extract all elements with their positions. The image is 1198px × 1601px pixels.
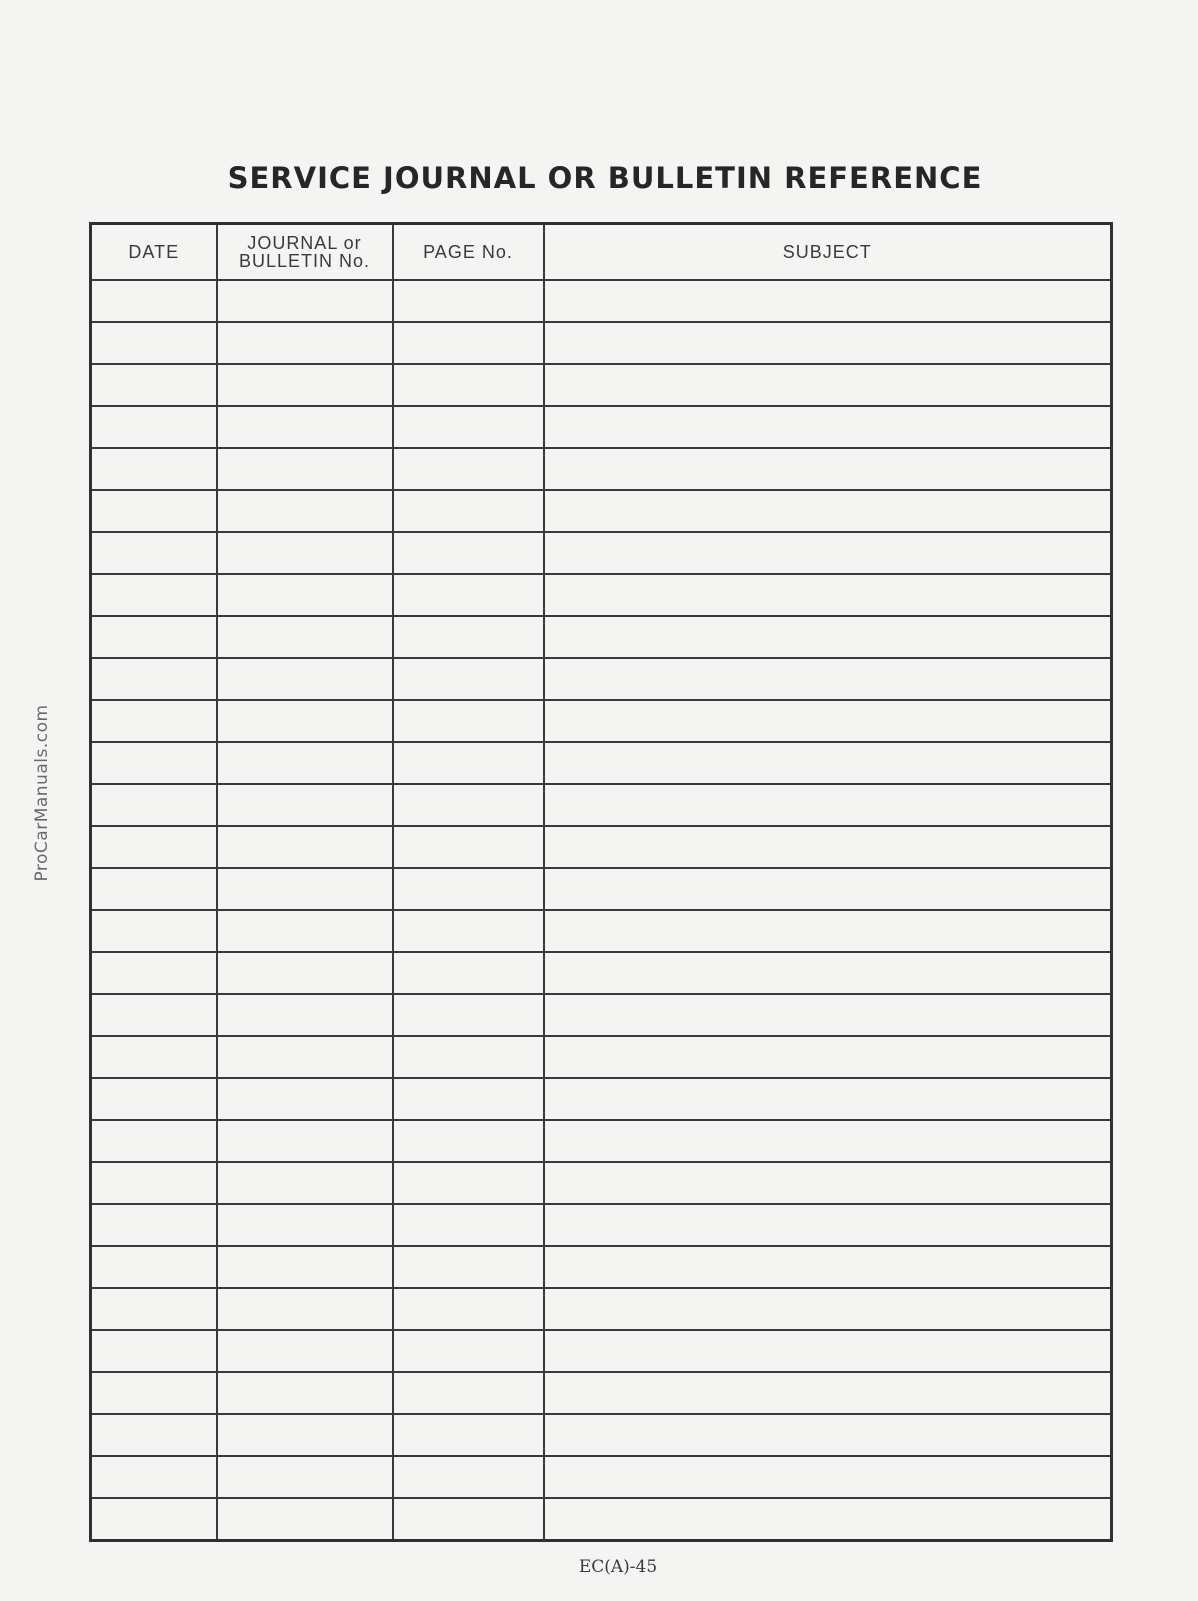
- subject-cell: [544, 658, 1112, 700]
- column-header-page: [393, 224, 544, 281]
- page-cell: [393, 868, 544, 910]
- subject-cell: [544, 700, 1112, 742]
- journal-cell: [217, 1246, 393, 1288]
- date-cell: [91, 1330, 217, 1372]
- date-cell: [91, 448, 217, 490]
- subject-cell: [544, 1078, 1112, 1120]
- subject-cell: [544, 448, 1112, 490]
- table-header-row: [91, 224, 1112, 281]
- journal-cell: [217, 1330, 393, 1372]
- page-cell: [393, 1456, 544, 1498]
- journal-cell: [217, 910, 393, 952]
- subject-cell: [544, 406, 1112, 448]
- journal-cell: [217, 406, 393, 448]
- date-cell: [91, 1246, 217, 1288]
- journal-cell: [217, 1498, 393, 1541]
- date-cell: [91, 1288, 217, 1330]
- table-row: [91, 616, 1112, 658]
- table-row: [91, 1204, 1112, 1246]
- subject-cell: [544, 532, 1112, 574]
- date-cell: [91, 658, 217, 700]
- page-cell: [393, 490, 544, 532]
- page-cell: [393, 700, 544, 742]
- journal-cell: [217, 994, 393, 1036]
- subject-cell: [544, 784, 1112, 826]
- column-header-date-label: DATE: [128, 242, 180, 262]
- journal-cell: [217, 1036, 393, 1078]
- table-row: [91, 700, 1112, 742]
- date-cell: [91, 574, 217, 616]
- date-cell: [91, 910, 217, 952]
- page-cell: [393, 280, 544, 322]
- table-row: [91, 1372, 1112, 1414]
- subject-cell: [544, 910, 1112, 952]
- page-cell: [393, 1120, 544, 1162]
- date-cell: [91, 490, 217, 532]
- column-header-date: [91, 224, 217, 281]
- page-cell: [393, 322, 544, 364]
- subject-cell: [544, 1162, 1112, 1204]
- journal-cell: [217, 784, 393, 826]
- journal-cell: [217, 280, 393, 322]
- table-row: [91, 658, 1112, 700]
- column-header-subject: [544, 224, 1112, 281]
- table-row: [91, 1498, 1112, 1541]
- page-cell: [393, 448, 544, 490]
- subject-cell: [544, 1246, 1112, 1288]
- date-cell: [91, 1414, 217, 1456]
- date-cell: [91, 952, 217, 994]
- table-row: [91, 322, 1112, 364]
- table-row: [91, 532, 1112, 574]
- table-row: [91, 448, 1112, 490]
- watermark-text: ProCarManuals.com: [32, 704, 52, 882]
- subject-cell: [544, 1204, 1112, 1246]
- subject-cell: [544, 1498, 1112, 1541]
- page-cell: [393, 1246, 544, 1288]
- date-cell: [91, 994, 217, 1036]
- subject-cell: [544, 490, 1112, 532]
- date-cell: [91, 322, 217, 364]
- journal-cell: [217, 1372, 393, 1414]
- date-cell: [91, 742, 217, 784]
- journal-cell: [217, 574, 393, 616]
- date-cell: [91, 1078, 217, 1120]
- date-cell: [91, 1498, 217, 1541]
- subject-cell: [544, 952, 1112, 994]
- journal-cell: [217, 742, 393, 784]
- subject-cell: [544, 616, 1112, 658]
- date-cell: [91, 1372, 217, 1414]
- date-cell: [91, 1204, 217, 1246]
- journal-cell: [217, 1288, 393, 1330]
- page-cell: [393, 1162, 544, 1204]
- table-row: [91, 1162, 1112, 1204]
- subject-cell: [544, 1414, 1112, 1456]
- journal-cell: [217, 700, 393, 742]
- subject-cell: [544, 280, 1112, 322]
- table-row: [91, 1120, 1112, 1162]
- table-row: [91, 826, 1112, 868]
- page-cell: [393, 1330, 544, 1372]
- journal-table-body: [91, 280, 1112, 1541]
- table-row: [91, 280, 1112, 322]
- journal-cell: [217, 826, 393, 868]
- table-row: [91, 1246, 1112, 1288]
- page-cell: [393, 406, 544, 448]
- journal-cell: [217, 448, 393, 490]
- date-cell: [91, 364, 217, 406]
- table-row: [91, 910, 1112, 952]
- table-row: [91, 742, 1112, 784]
- column-header-journal-bulletin: [217, 224, 393, 281]
- journal-cell: [217, 1120, 393, 1162]
- date-cell: [91, 280, 217, 322]
- subject-cell: [544, 322, 1112, 364]
- page-cell: [393, 742, 544, 784]
- subject-cell: [544, 742, 1112, 784]
- subject-cell: [544, 1288, 1112, 1330]
- date-cell: [91, 616, 217, 658]
- date-cell: [91, 784, 217, 826]
- table-row: [91, 784, 1112, 826]
- page-cell: [393, 364, 544, 406]
- subject-cell: [544, 868, 1112, 910]
- table-row: [91, 1036, 1112, 1078]
- date-cell: [91, 868, 217, 910]
- journal-cell: [217, 322, 393, 364]
- date-cell: [91, 406, 217, 448]
- subject-cell: [544, 1330, 1112, 1372]
- table-row: [91, 406, 1112, 448]
- date-cell: [91, 1456, 217, 1498]
- page-cell: [393, 574, 544, 616]
- subject-cell: [544, 1120, 1112, 1162]
- page-title: SERVICE JOURNAL OR BULLETIN REFERENCE: [227, 161, 983, 195]
- journal-cell: [217, 1456, 393, 1498]
- page-cell: [393, 784, 544, 826]
- column-header-page-label: PAGE No.: [423, 242, 513, 262]
- date-cell: [91, 700, 217, 742]
- page-cell: [393, 1288, 544, 1330]
- page-cell: [393, 1498, 544, 1541]
- column-header-journal-line1: JOURNAL or: [247, 233, 362, 253]
- page-cell: [393, 1204, 544, 1246]
- journal-cell: [217, 364, 393, 406]
- page-number: EC(A)-45: [578, 1557, 658, 1577]
- subject-cell: [544, 994, 1112, 1036]
- journal-cell: [217, 1204, 393, 1246]
- table-row: [91, 574, 1112, 616]
- date-cell: [91, 532, 217, 574]
- page-cell: [393, 910, 544, 952]
- subject-cell: [544, 1372, 1112, 1414]
- column-header-journal-line2: BULLETIN No.: [238, 251, 371, 271]
- page-cell: [393, 1372, 544, 1414]
- page-cell: [393, 616, 544, 658]
- date-cell: [91, 1162, 217, 1204]
- subject-cell: [544, 826, 1112, 868]
- table-row: [91, 364, 1112, 406]
- subject-cell: [544, 1036, 1112, 1078]
- journal-cell: [217, 658, 393, 700]
- page-cell: [393, 1078, 544, 1120]
- subject-cell: [544, 364, 1112, 406]
- table-row: [91, 490, 1112, 532]
- date-cell: [91, 826, 217, 868]
- table-row: [91, 1414, 1112, 1456]
- page-cell: [393, 1036, 544, 1078]
- subject-cell: [544, 574, 1112, 616]
- journal-cell: [217, 616, 393, 658]
- column-header-subject-label: SUBJECT: [782, 242, 872, 262]
- table-row: [91, 1330, 1112, 1372]
- journal-cell: [217, 952, 393, 994]
- page-cell: [393, 1414, 544, 1456]
- table-row: [91, 952, 1112, 994]
- table-row: [91, 868, 1112, 910]
- subject-cell: [544, 1456, 1112, 1498]
- page-cell: [393, 994, 544, 1036]
- table-row: [91, 1078, 1112, 1120]
- journal-table: [89, 222, 1113, 1542]
- table-row: [91, 1288, 1112, 1330]
- journal-cell: [217, 1162, 393, 1204]
- page-cell: [393, 952, 544, 994]
- journal-cell: [217, 490, 393, 532]
- page-cell: [393, 532, 544, 574]
- journal-cell: [217, 1414, 393, 1456]
- table-row: [91, 1456, 1112, 1498]
- journal-cell: [217, 1078, 393, 1120]
- date-cell: [91, 1036, 217, 1078]
- journal-cell: [217, 532, 393, 574]
- journal-cell: [217, 868, 393, 910]
- date-cell: [91, 1120, 217, 1162]
- page-cell: [393, 658, 544, 700]
- table-row: [91, 994, 1112, 1036]
- page-cell: [393, 826, 544, 868]
